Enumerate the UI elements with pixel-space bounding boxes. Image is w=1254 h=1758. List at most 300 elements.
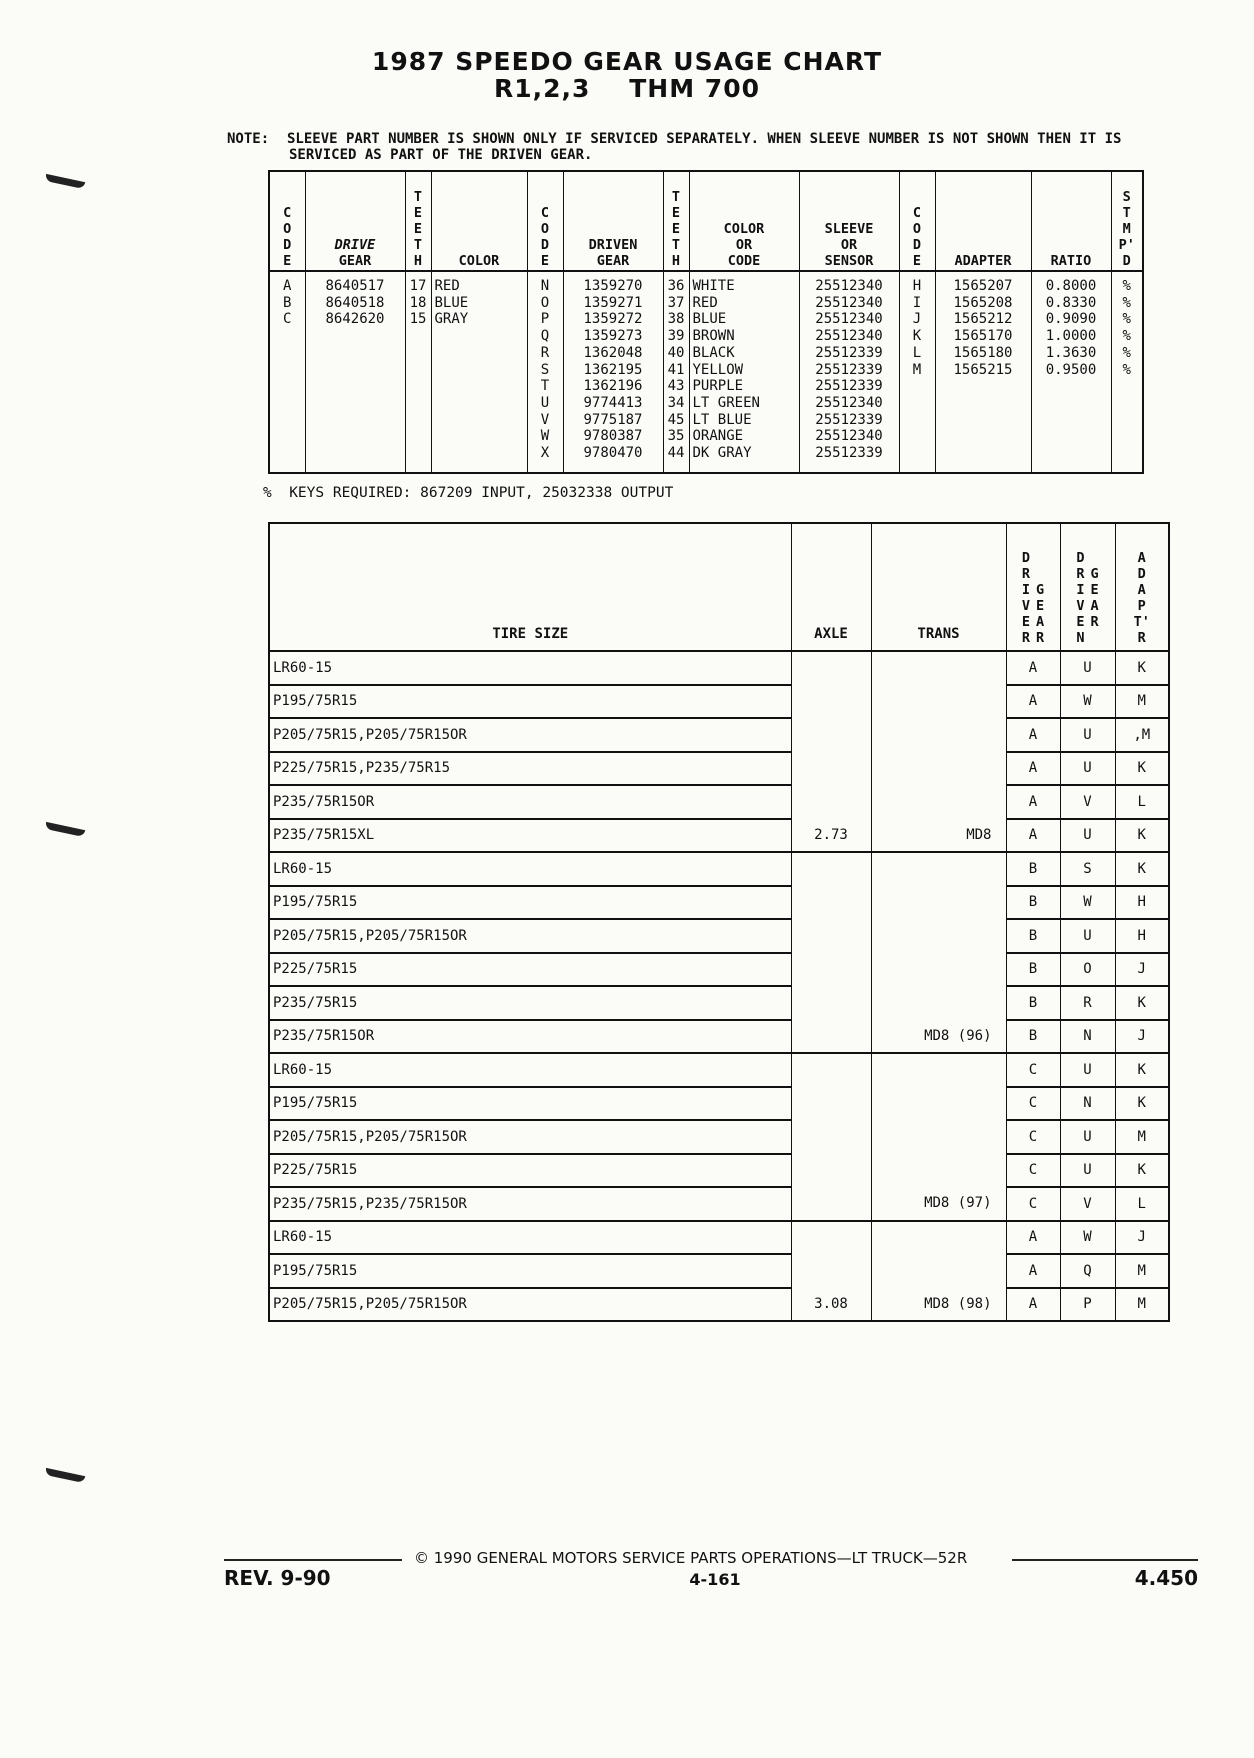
- cell-value: 25512340: [815, 394, 883, 411]
- adapter-code-cell: M: [1115, 1120, 1169, 1154]
- col-driven-code: [527, 271, 563, 473]
- adapter-code-cell: K: [1115, 1087, 1169, 1121]
- axle-cell: [791, 1254, 871, 1288]
- trans-cell: MD8: [871, 819, 1006, 853]
- header-letter: E: [671, 221, 681, 237]
- trans-cell: [871, 1087, 1006, 1121]
- header-ratio: RATIO: [1031, 171, 1111, 271]
- cell-value: %: [1122, 344, 1131, 361]
- trans-cell: [871, 785, 1006, 819]
- header-sleeve-or-sensor: SLEEVE OR SENSOR: [799, 171, 899, 271]
- cell-value: LT BLUE: [692, 411, 752, 428]
- cell-value: BLUE: [434, 294, 469, 311]
- driven-gear-code-cell: Q: [1060, 1254, 1115, 1288]
- trans-cell: [871, 953, 1006, 987]
- axle-cell: [791, 1154, 871, 1188]
- col-stmpd: [1111, 271, 1143, 473]
- cell-value: 41: [667, 361, 685, 378]
- header-letter: T: [671, 237, 681, 253]
- header-drive-gear: DRIVE GEAR: [305, 171, 405, 271]
- table-row: [269, 1288, 1169, 1322]
- adapter-code-cell: H: [1115, 886, 1169, 920]
- footer-rule-right: [1012, 1559, 1198, 1561]
- cell-value: P: [540, 311, 550, 328]
- cell-value: 0.8330: [1045, 294, 1097, 311]
- adapter-code-cell: K: [1115, 1154, 1169, 1188]
- page-title: [0, 48, 1254, 102]
- punch-hole-mark-middle: [45, 822, 86, 837]
- drive-gear-code-cell: B: [1006, 852, 1060, 886]
- header-letter: T: [1122, 205, 1131, 221]
- header-letter: G: [1036, 582, 1045, 598]
- adapter-code-cell: K: [1115, 1053, 1169, 1087]
- axle-cell: 2.73: [791, 819, 871, 853]
- driven-gear-code-cell: W: [1060, 1221, 1115, 1255]
- tire-size-cell: P225/75R15: [269, 1154, 791, 1188]
- header-letter: E: [540, 253, 550, 269]
- cell-value: 1362195: [583, 361, 643, 378]
- cell-value: 1.0000: [1045, 328, 1097, 345]
- drive-gear-code-cell: A: [1006, 718, 1060, 752]
- axle-cell: [791, 1221, 871, 1255]
- cell-value: M: [912, 361, 922, 378]
- driven-gear-code-cell: U: [1060, 819, 1115, 853]
- header-letter: S: [1122, 189, 1131, 205]
- driven-gear-code-cell: U: [1060, 1154, 1115, 1188]
- cell-value: YELLOW: [692, 361, 744, 378]
- driven-gear-code-cell: U: [1060, 1120, 1115, 1154]
- cell-value: O: [540, 294, 550, 311]
- header-letter: V: [1021, 598, 1030, 614]
- title-line-1: 1987 SPEEDO GEAR USAGE CHART: [371, 47, 883, 76]
- cell-value: 38: [667, 311, 685, 328]
- header-trans: TRANS: [871, 523, 1006, 651]
- note-line-1: SLEEVE PART NUMBER IS SHOWN ONLY IF SERVICED SEPARATELY. WHEN SLEEVE NUMBER IS NOT SHOWN THEN IT IS: [287, 131, 1122, 147]
- header-drive-color: COLOR: [431, 171, 527, 271]
- cell-value: BLUE: [692, 311, 727, 328]
- table-row: [269, 1120, 1169, 1154]
- col-sleeve: [799, 271, 899, 473]
- trans-cell: [871, 718, 1006, 752]
- cell-value: 25512339: [815, 378, 883, 395]
- header-letter: M: [1122, 221, 1131, 237]
- cell-value: 1362196: [583, 378, 643, 395]
- keys-note: % KEYS REQUIRED: 867209 INPUT, 25032338 OUTPUT: [263, 485, 674, 501]
- axle-cell: 3.08: [791, 1288, 871, 1322]
- cell-value: 39: [667, 328, 685, 345]
- note-line-2: SERVICED AS PART OF THE DRIVEN GEAR.: [289, 147, 593, 163]
- cell-value: 0.9090: [1045, 311, 1097, 328]
- axle-cell: [791, 986, 871, 1020]
- cell-value: 25512340: [815, 311, 883, 328]
- cell-value: WHITE: [692, 278, 735, 294]
- cell-value: 1565180: [953, 344, 1013, 361]
- cell-value: 25512340: [815, 278, 883, 294]
- cell-value: H: [912, 278, 922, 294]
- trans-cell: [871, 685, 1006, 719]
- trans-cell: MD8 (97): [871, 1187, 1006, 1221]
- trans-cell: [871, 852, 1006, 886]
- drive-gear-code-cell: C: [1006, 1120, 1060, 1154]
- cell-value: %: [1122, 294, 1131, 311]
- driven-gear-code-cell: N: [1060, 1087, 1115, 1121]
- axle-cell: [791, 1053, 871, 1087]
- col-adapter: [935, 271, 1031, 473]
- cell-value: RED: [692, 294, 718, 311]
- header-driven-gear-code: [1060, 523, 1115, 651]
- drive-gear-code-cell: B: [1006, 886, 1060, 920]
- col-drive-teeth: [405, 271, 431, 473]
- header-letter: T: [671, 189, 681, 205]
- cell-value: 9775187: [583, 411, 643, 428]
- tire-table: [268, 522, 1170, 1322]
- drive-gear-code-cell: B: [1006, 1020, 1060, 1054]
- tire-size-cell: LR60-15: [269, 651, 791, 685]
- axle-cell: [791, 886, 871, 920]
- header-letter: A: [1137, 582, 1146, 598]
- header-drive-teeth: [405, 171, 431, 271]
- header-letter: R: [1021, 630, 1030, 646]
- header-letter: D: [1122, 253, 1131, 269]
- drive-gear-code-cell: A: [1006, 651, 1060, 685]
- header-letter: O: [912, 221, 922, 237]
- cell-value: 0.8000: [1045, 278, 1097, 294]
- driven-gear-code-cell: W: [1060, 685, 1115, 719]
- header-letter: E: [1090, 582, 1099, 598]
- adapter-code-cell: ,M: [1115, 718, 1169, 752]
- tire-size-cell: P225/75R15: [269, 953, 791, 987]
- axle-cell: [791, 1120, 871, 1154]
- adapter-code-cell: K: [1115, 752, 1169, 786]
- header-letter: O: [283, 221, 292, 237]
- cell-value: DK GRAY: [692, 445, 752, 462]
- tire-size-cell: P235/75R15OR: [269, 1020, 791, 1054]
- gear-table: [268, 170, 1144, 474]
- table-row: [269, 1154, 1169, 1188]
- header-letter: C: [283, 205, 292, 221]
- header-letter: R: [1036, 630, 1045, 646]
- driven-gear-code-cell: U: [1060, 718, 1115, 752]
- driven-gear-code-cell: U: [1060, 1053, 1115, 1087]
- header-letter: E: [413, 221, 423, 237]
- cell-value: PURPLE: [692, 378, 744, 395]
- cell-value: %: [1122, 278, 1131, 294]
- cell-value: 37: [667, 294, 685, 311]
- cell-value: 8640518: [325, 294, 385, 311]
- cell-value: 1359270: [583, 278, 643, 294]
- axle-cell: [791, 953, 871, 987]
- footer-page-number: 4-161: [689, 1570, 741, 1589]
- header-stack-right: [1036, 582, 1044, 646]
- trans-cell: [871, 1254, 1006, 1288]
- cell-value: GRAY: [434, 311, 469, 328]
- drive-gear-code-cell: A: [1006, 752, 1060, 786]
- footer-revision: REV. 9-90: [224, 1566, 331, 1590]
- footer-section-number: 4.450: [1134, 1566, 1198, 1590]
- punch-hole-mark-top: [45, 174, 86, 189]
- drive-gear-code-cell: B: [1006, 986, 1060, 1020]
- cell-value: 25512339: [815, 344, 883, 361]
- drive-gear-code-cell: A: [1006, 685, 1060, 719]
- cell-value: 1359272: [583, 311, 643, 328]
- punch-hole-mark-bottom: [45, 1468, 86, 1483]
- driven-gear-code-cell: W: [1060, 886, 1115, 920]
- cell-value: 40: [667, 344, 685, 361]
- cell-value: 36: [667, 278, 685, 294]
- adapter-code-cell: K: [1115, 986, 1169, 1020]
- tire-size-cell: P225/75R15,P235/75R15: [269, 752, 791, 786]
- tire-size-cell: P235/75R15: [269, 986, 791, 1020]
- header-letter: E: [912, 253, 922, 269]
- table-row: [269, 1053, 1169, 1087]
- header-letter: D: [1137, 566, 1146, 582]
- table-row: [269, 886, 1169, 920]
- cell-value: 1.3630: [1045, 344, 1097, 361]
- drive-gear-code-cell: C: [1006, 1187, 1060, 1221]
- axle-cell: [791, 919, 871, 953]
- table-row: [269, 953, 1169, 987]
- footer-copyright: © 1990 GENERAL MOTORS SERVICE PARTS OPERATIONS—LT TRUCK—52R: [414, 1549, 968, 1567]
- header-driven-code: [527, 171, 563, 271]
- axle-cell: [791, 752, 871, 786]
- axle-cell: [791, 1020, 871, 1054]
- header-adapter-code: [1115, 523, 1169, 651]
- table-row: [269, 1087, 1169, 1121]
- cell-value: 25512340: [815, 294, 883, 311]
- trans-cell: [871, 752, 1006, 786]
- header-letter: I: [1076, 582, 1085, 598]
- header-letter: A: [1090, 598, 1099, 614]
- header-letter: D: [540, 237, 550, 253]
- table-row: [269, 752, 1169, 786]
- cell-value: L: [912, 344, 922, 361]
- cell-value: 25512339: [815, 411, 883, 428]
- axle-cell: [791, 718, 871, 752]
- driven-gear-code-cell: R: [1060, 986, 1115, 1020]
- header-letter: R: [1137, 630, 1146, 646]
- cell-value: R: [540, 344, 550, 361]
- table-row: [269, 919, 1169, 953]
- cell-value: LT GREEN: [692, 394, 760, 411]
- drive-gear-code-cell: A: [1006, 1288, 1060, 1322]
- table-row: [269, 1254, 1169, 1288]
- header-driven-teeth: [663, 171, 689, 271]
- header-drive-code: [269, 171, 305, 271]
- adapter-code-cell: M: [1115, 685, 1169, 719]
- cell-value: X: [540, 445, 550, 462]
- col-drive-color: [431, 271, 527, 473]
- drive-gear-code-cell: B: [1006, 919, 1060, 953]
- header-letter: E: [413, 205, 423, 221]
- header-letter: E: [1036, 598, 1045, 614]
- driven-gear-code-cell: N: [1060, 1020, 1115, 1054]
- table-row: [269, 685, 1169, 719]
- cell-value: T: [540, 378, 550, 395]
- drive-gear-code-cell: A: [1006, 785, 1060, 819]
- cell-value: BROWN: [692, 328, 735, 345]
- header-letter: E: [671, 205, 681, 221]
- tire-size-cell: P205/75R15,P205/75R15OR: [269, 919, 791, 953]
- trans-cell: [871, 986, 1006, 1020]
- header-axle: AXLE: [791, 523, 871, 651]
- header-letter: P: [1137, 598, 1146, 614]
- cell-value: 0.9500: [1045, 361, 1097, 378]
- cell-value: J: [912, 311, 922, 328]
- cell-value: RED: [434, 278, 460, 294]
- cell-value: 25512339: [815, 445, 883, 462]
- header-letter: T: [413, 237, 423, 253]
- cell-value: 34: [667, 394, 685, 411]
- trans-cell: [871, 886, 1006, 920]
- header-stack-left: [1076, 550, 1084, 646]
- cell-value: 1565215: [953, 361, 1013, 378]
- cell-value: I: [912, 294, 922, 311]
- col-driven-color: [689, 271, 799, 473]
- driven-gear-code-cell: U: [1060, 651, 1115, 685]
- cell-value: 25512340: [815, 428, 883, 445]
- header-letter: D: [912, 237, 922, 253]
- trans-cell: [871, 1120, 1006, 1154]
- cell-value: 44: [667, 445, 685, 462]
- header-letter: C: [540, 205, 550, 221]
- header-letter: R: [1021, 566, 1030, 582]
- cell-value: K: [912, 328, 922, 345]
- driven-gear-code-cell: O: [1060, 953, 1115, 987]
- header-tire-size: TIRE SIZE: [269, 523, 791, 651]
- adapter-code-cell: K: [1115, 651, 1169, 685]
- cell-value: %: [1122, 311, 1131, 328]
- header-letter: D: [1021, 550, 1030, 566]
- tire-size-cell: P235/75R15,P235/75R15OR: [269, 1187, 791, 1221]
- header-letter: T': [1133, 614, 1150, 630]
- drive-gear-code-cell: A: [1006, 1254, 1060, 1288]
- cell-value: 1565208: [953, 294, 1013, 311]
- axle-cell: [791, 852, 871, 886]
- driven-gear-code-cell: S: [1060, 852, 1115, 886]
- header-stack-left: [1022, 550, 1030, 646]
- trans-cell: [871, 919, 1006, 953]
- trans-cell: [871, 1221, 1006, 1255]
- tire-size-cell: P195/75R15: [269, 1254, 791, 1288]
- header-letter: H: [413, 253, 423, 269]
- cell-value: V: [540, 411, 550, 428]
- axle-cell: [791, 1087, 871, 1121]
- trans-cell: [871, 1053, 1006, 1087]
- axle-cell: [791, 1187, 871, 1221]
- header-letter: H: [671, 253, 681, 269]
- axle-cell: [791, 785, 871, 819]
- cell-value: 18: [409, 294, 427, 311]
- header-letter: R: [1076, 566, 1085, 582]
- footer-rule-left: [224, 1559, 402, 1561]
- cell-value: S: [540, 361, 550, 378]
- header-driven-gear: DRIVEN GEAR: [563, 171, 663, 271]
- tire-size-cell: LR60-15: [269, 1221, 791, 1255]
- tire-size-cell: P195/75R15: [269, 1087, 791, 1121]
- tire-size-cell: P235/75R15XL: [269, 819, 791, 853]
- table-row: [269, 986, 1169, 1020]
- drive-gear-code-cell: A: [1006, 819, 1060, 853]
- tire-size-cell: P205/75R15,P205/75R15OR: [269, 1288, 791, 1322]
- cell-value: 1359273: [583, 328, 643, 345]
- drive-gear-code-cell: A: [1006, 1221, 1060, 1255]
- cell-value: U: [540, 394, 550, 411]
- driven-gear-code-cell: V: [1060, 1187, 1115, 1221]
- tire-size-cell: LR60-15: [269, 852, 791, 886]
- adapter-code-cell: M: [1115, 1254, 1169, 1288]
- cell-value: BLACK: [692, 344, 735, 361]
- cell-value: 15: [409, 311, 427, 328]
- tire-size-cell: LR60-15: [269, 1053, 791, 1087]
- header-letter: V: [1076, 598, 1085, 614]
- cell-value: ORANGE: [692, 428, 744, 445]
- table-row: [269, 651, 1169, 685]
- axle-cell: [791, 651, 871, 685]
- table-row: [269, 1020, 1169, 1054]
- header-letter: D: [1076, 550, 1085, 566]
- header-letter: R: [1090, 614, 1099, 630]
- header-letter: D: [283, 237, 292, 253]
- tire-size-cell: P195/75R15: [269, 685, 791, 719]
- adapter-code-cell: J: [1115, 953, 1169, 987]
- cell-value: 9780470: [583, 445, 643, 462]
- header-letter: A: [1036, 614, 1045, 630]
- driven-gear-code-cell: V: [1060, 785, 1115, 819]
- driven-gear-code-cell: P: [1060, 1288, 1115, 1322]
- header-letter: N: [1076, 630, 1085, 646]
- col-ratio: [1031, 271, 1111, 473]
- drive-gear-code-cell: C: [1006, 1154, 1060, 1188]
- cell-value: 1565212: [953, 311, 1013, 328]
- adapter-code-cell: K: [1115, 819, 1169, 853]
- cell-value: N: [540, 278, 550, 294]
- header-letter: I: [1021, 582, 1030, 598]
- tire-size-cell: P195/75R15: [269, 886, 791, 920]
- cell-value: Q: [540, 328, 550, 345]
- col-drive-code: [269, 271, 305, 473]
- axle-cell: [791, 685, 871, 719]
- adapter-code-cell: H: [1115, 919, 1169, 953]
- adapter-code-cell: J: [1115, 1020, 1169, 1054]
- cell-value: 35: [667, 428, 685, 445]
- trans-cell: MD8 (98): [871, 1288, 1006, 1322]
- cell-value: 1565170: [953, 328, 1013, 345]
- table-row: [269, 718, 1169, 752]
- header-letter: T: [413, 189, 423, 205]
- cell-value: 17: [409, 278, 427, 294]
- header-adapter-code: [899, 171, 935, 271]
- trans-cell: [871, 1154, 1006, 1188]
- col-drive-gear: [305, 271, 405, 473]
- table-row: [269, 1187, 1169, 1221]
- adapter-code-cell: L: [1115, 1187, 1169, 1221]
- tire-size-cell: P205/75R15,P205/75R15OR: [269, 718, 791, 752]
- cell-value: C: [283, 311, 292, 328]
- header-letter: E: [1021, 614, 1030, 630]
- cell-value: 9774413: [583, 394, 643, 411]
- table-row: [269, 1221, 1169, 1255]
- adapter-code-cell: J: [1115, 1221, 1169, 1255]
- header-stmpd: [1111, 171, 1143, 271]
- cell-value: 1359271: [583, 294, 643, 311]
- header-drive-gear-code: [1006, 523, 1060, 651]
- driven-gear-code-cell: U: [1060, 752, 1115, 786]
- table-row: [269, 819, 1169, 853]
- col-adapter-code: [899, 271, 935, 473]
- note: [227, 131, 1227, 163]
- table-row: [269, 785, 1169, 819]
- cell-value: W: [540, 428, 550, 445]
